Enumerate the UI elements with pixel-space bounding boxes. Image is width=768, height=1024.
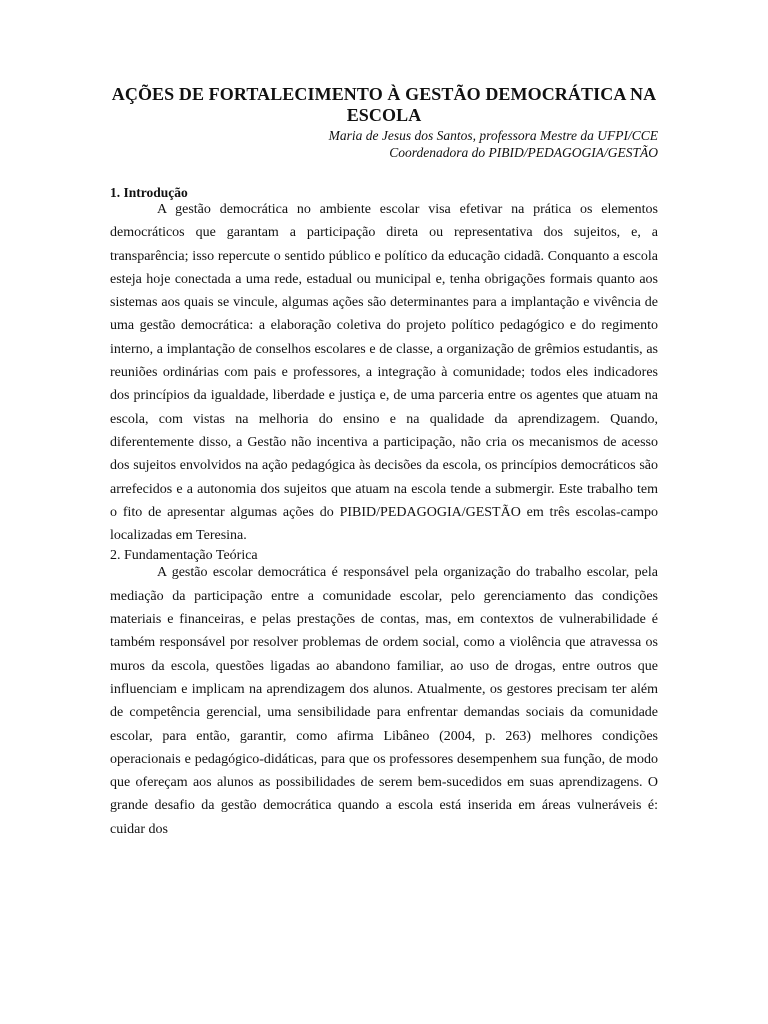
author-line-1: Maria de Jesus dos Santos, professora Mestre da UFPI/CCE <box>328 128 658 143</box>
paragraph-introducao: A gestão democrática no ambiente escolar visa efetivar na prática os elementos democráticos que garantam a participação direta ou representativa dos sujeitos, e, a transparência; isso repercute o sentido público e político da educação cidadã. Conquanto a escola esteja hoje conectada a uma rede, estadual ou municipal e, tenha obrigações formais quanto aos sistemas aos quais se vincule, algumas ações são determinantes para a implantação e vivência de uma gestão democrática: a elaboração coletiva do projeto político pedagógico e do regimento interno, a implantação de conselhos escolares e de classe, a organização de grêmios estudantis, as reuniões ordinárias com pais e professores, a integração à comunidade; todos eles indicadores dos princípios da igualdade, liberdade e justiça e, de uma parceria entre os agentes que atuam na escola, com vistas na melhoria do ensino e na qualidade da aprendizagem. Quando, diferentemente disso, a Gestão não incentiva a participação, não cria os mecanismos de acesso dos sujeitos envolvidos na ação pedagógica às decisões da escola, os princípios democráticos são arrefecidos e a autonomia dos sujeitos que atuam na escola tende a submergir. Este trabalho tem o fito de apresentar algumas ações do PIBID/PEDAGOGIA/GESTÃO em três escolas-campo localizadas em Teresina. <box>110 202 658 544</box>
author-block <box>110 127 658 161</box>
title-line-2: ESCOLA <box>346 105 422 125</box>
document-title <box>110 84 658 126</box>
paragraph-fundamentacao: A gestão escolar democrática é responsável pela organização do trabalho escolar, pela mediação da participação entre a comunidade escolar, pelo gerenciamento das condições materiais e financeiras, e pelas prestações de contas, mas, em contextos de vulnerabilidade é também responsável por resolver problemas de ordem social, como a violência que atravessa os muros da escola, questões ligadas ao abandono familiar, ao uso de drogas, entre outros que influenciam e implicam na aprendizagem dos alunos. Atualmente, os gestores precisam ter além de competência gerencial, uma sensibilidade para enfrentar demandas sociais da comunidade escolar, para então, garantir, como afirma Libâneo (2004, p. 263) melhores condições operacionais e pedagógico-didáticas, para que os professores desempenhem sua função, de modo que ofereçam aos alunos as possibilidades de serem bem-sucedidos em suas aprendizagens. O grande desafio da gestão democrática quando a escola está inserida em áreas vulneráveis é: cuidar dos <box>110 565 658 837</box>
title-line-1: AÇÕES DE FORTALECIMENTO À GESTÃO DEMOCRÁTICA NA <box>111 84 657 104</box>
author-line-2: Coordenadora do PIBID/PEDAGOGIA/GESTÃO <box>389 145 658 160</box>
section-heading-fundamentacao: 2. Fundamentação Teórica <box>110 548 258 564</box>
section-heading-introducao: 1. Introdução <box>110 185 188 200</box>
